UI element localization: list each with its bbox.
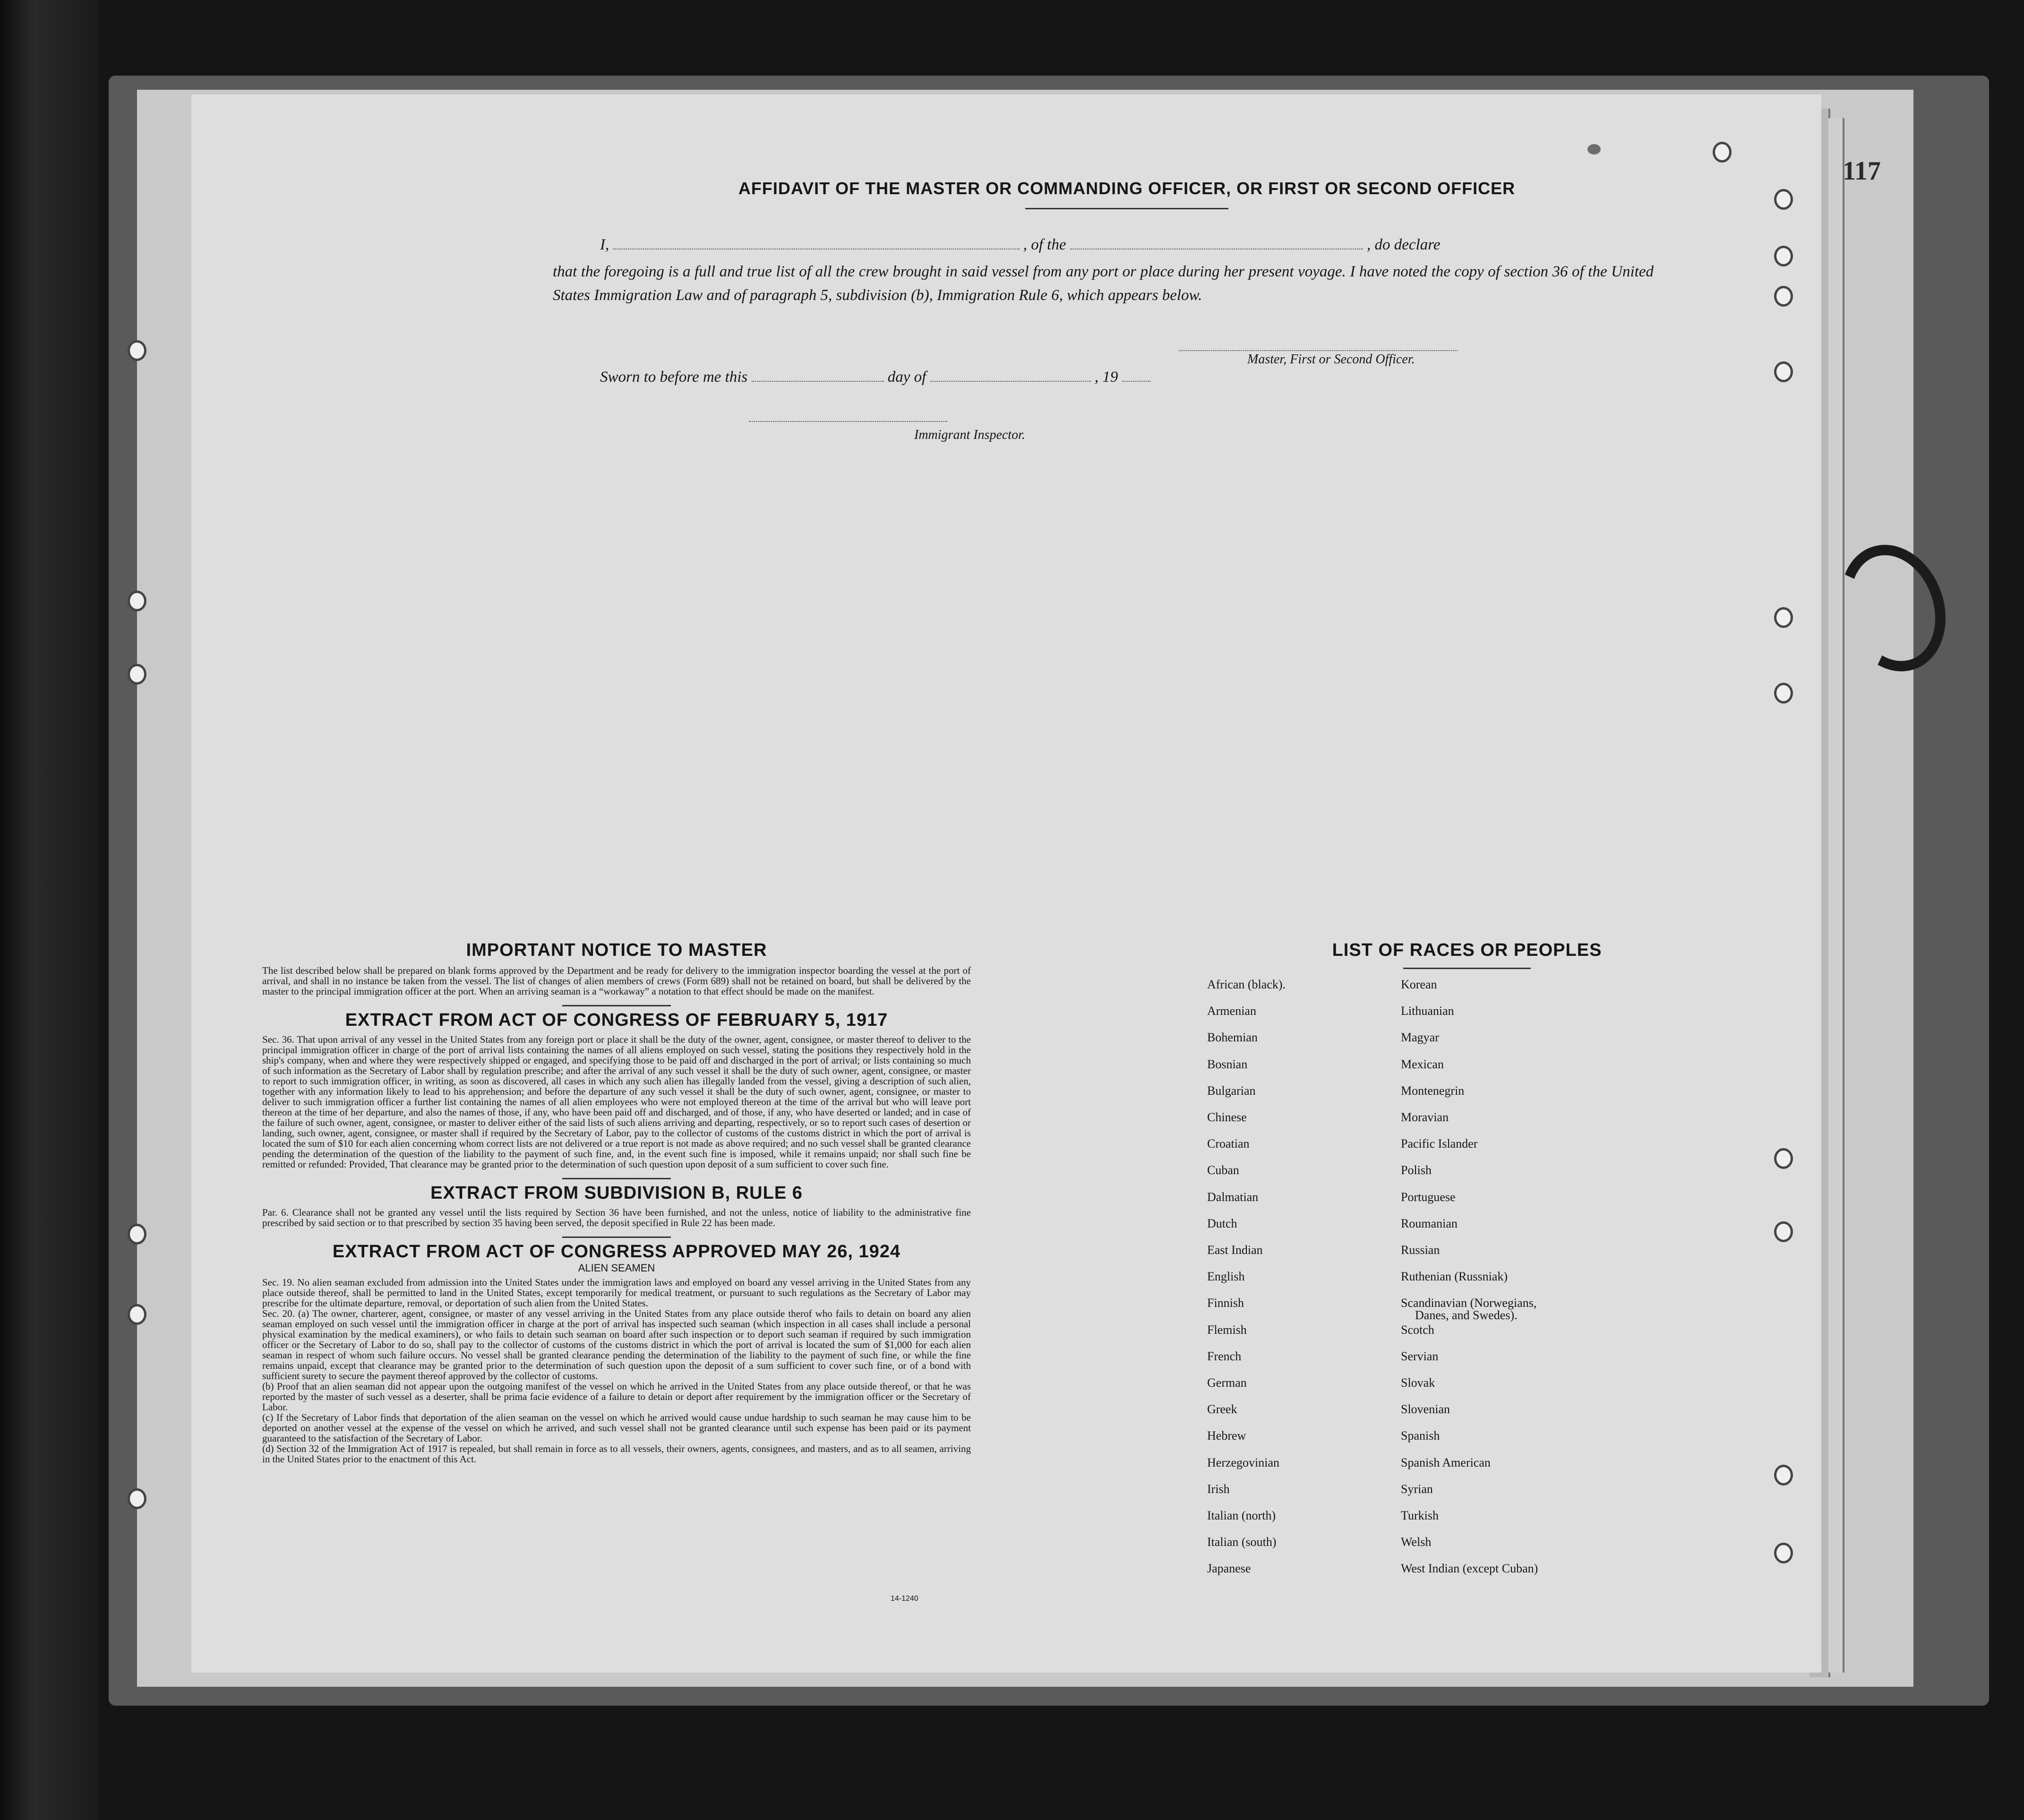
- race-item: African (black).: [1207, 978, 1286, 991]
- race-item: Montenegrin: [1401, 1083, 1465, 1098]
- race-item: Mexican: [1401, 1057, 1444, 1071]
- race-item: Armenian: [1207, 1004, 1256, 1018]
- race-item: Roumanian: [1401, 1216, 1458, 1230]
- master-signature: [1165, 350, 1458, 351]
- race-item: Servian: [1401, 1349, 1439, 1363]
- binder-hole: [128, 1224, 146, 1245]
- race-item: Greek: [1207, 1402, 1237, 1417]
- race-item: Bulgarian: [1207, 1083, 1256, 1098]
- extract-1924-title: EXTRACT FROM ACT OF CONGRESS APPROVED MAY 26, 1924: [332, 1242, 901, 1262]
- extract-1917-title: EXTRACT FROM ACT OF CONGRESS OF FEBRUARY 5, 1917: [345, 1010, 888, 1030]
- inspector-signature-blank[interactable]: [749, 421, 947, 422]
- race-item: Scotch: [1401, 1322, 1434, 1337]
- race-item: Slovak: [1401, 1376, 1435, 1390]
- race-item: Irish: [1207, 1482, 1230, 1496]
- race-item: Finnish: [1207, 1296, 1244, 1310]
- sworn-line: [600, 369, 1150, 386]
- extract-rule6-title: EXTRACT FROM SUBDIVISION B, RULE 6: [430, 1183, 803, 1203]
- binder-hole: [1774, 683, 1793, 704]
- sworn-day-blank[interactable]: [752, 380, 884, 382]
- do-declare-label: , do declare: [1366, 236, 1441, 253]
- race-item: Pacific Islander: [1401, 1137, 1478, 1151]
- inspector-label: Immigrant Inspector.: [914, 428, 1025, 442]
- race-item: Italian (south): [1207, 1535, 1277, 1549]
- extract-rule6-text: Par. 6. Clearance shall not be granted any vessel until the lists required by Section 36 have been furnished, and not the unless, notice of liability to the administrative fine prescribed by said section or to that prescribed by section 35 having been served, the deposit specified in Rule 22 has been made.: [262, 1207, 971, 1228]
- page-number: 117: [1843, 156, 1881, 186]
- master-signature-label: Master, First or Second Officer.: [1247, 352, 1415, 367]
- sworn-label: Sworn to before me this: [600, 369, 748, 386]
- title-rule: [1025, 208, 1228, 209]
- binder-hole: [1774, 1465, 1793, 1485]
- race-item-continuation: Danes, and Swedes).: [1415, 1308, 1518, 1322]
- races-title: LIST OF RACES OR PEOPLES: [1332, 940, 1602, 960]
- legal-notices: [262, 940, 971, 1464]
- race-item: Spanish: [1401, 1429, 1440, 1443]
- form-number: 14-1240: [891, 1595, 918, 1603]
- race-item: French: [1207, 1349, 1242, 1363]
- race-item: Flemish: [1207, 1322, 1247, 1337]
- binder-hole: [1774, 246, 1793, 266]
- race-item: Cuban: [1207, 1163, 1239, 1177]
- binder-hole: [128, 340, 146, 361]
- section-rule: [562, 1005, 671, 1006]
- declaration-text: that the foregoing is a full and true list of all the crew brought in said vessel from any port or place during her present voyage. I have noted the copy of section 36 of the United States Immigration Law and of paragraph 5, subdivision (b), Immigration Rule 6, which appears below.: [553, 263, 1654, 304]
- extract-1924-sec20c: (c) If the Secretary of Labor finds that deportation of the alien seaman on the vessel on which he arrived would cause undue hardship to such seaman he may cause him to be deported on another vessel at the expense of the vessel on which he arrived, and such vessel shall not be granted clearance until such expense has been paid or its payment guaranteed to the satisfaction of the Secretary of Labor.: [262, 1412, 971, 1444]
- race-item: Syrian: [1401, 1482, 1433, 1496]
- of-the-label: , of the: [1023, 236, 1066, 253]
- race-item: Moravian: [1401, 1110, 1449, 1124]
- race-item: Turkish: [1401, 1509, 1439, 1522]
- sworn-month-blank[interactable]: [930, 380, 1091, 382]
- extract-1924-sec20d: (d) Section 32 of the Immigration Act of 1917 is repealed, but shall remain in force as to all vessels, their owners, agents, consignees, and masters, and as to all seamen, arriving in the United States prior to the enactment of this Act.: [262, 1443, 971, 1465]
- race-item: Magyar: [1401, 1030, 1439, 1045]
- extract-1924-sec20a: Sec. 20. (a) The owner, charterer, agent, consignee, or master of any vessel arriving in the United States from any place outside therof who fails to detain on board any alien seaman employed on such vessel until the immigration officer in charge at the port of arrival has inspected such seaman (which inspection in all cases shall include a personal physical examination by the medical examiners), or who fails to detain such seaman on board after such inspection or to deport such seaman if required by such immigration officer or the Secretary of Labor to do so, shall pay to the collector of customs of the customs district in which the port of arrival is located the sum of $1,000 for each alien seaman in respect of whom such failure occurs. No vessel shall be granted clearance pending the determination of the liability to the payment of such fine, or while the fine remains unpaid, except that clearance may be granted prior to the determination of such question upon the deposit of a sum sufficient to cover such fine, or of a bond with sufficient surety to secure the payment thereof approved by the collector of customs.: [262, 1308, 971, 1382]
- binder-hole: [128, 1304, 146, 1325]
- race-item: Hebrew: [1207, 1429, 1246, 1443]
- race-item: Polish: [1401, 1163, 1432, 1177]
- race-item: Dalmatian: [1207, 1190, 1259, 1204]
- race-item: English: [1207, 1270, 1245, 1284]
- extract-1924-subtitle: ALIEN SEAMEN: [578, 1262, 655, 1274]
- notice-text: The list described below shall be prepared on blank forms approved by the Department and be ready for delivery to the immigration inspector boarding the vessel at the port of arrival, and shall in no instance be taken from the vessel. The list of changes of alien members of crews (Form 689) shall not be retained on board, but shall be delivered by the master to the principal immigration officer at the port. When an arriving seaman is a “workaway” a notation to that effect should be made on the manifest.: [262, 965, 971, 997]
- binder-hole: [128, 591, 146, 611]
- binder-hole: [1774, 1543, 1793, 1563]
- race-item: Lithuanian: [1401, 1004, 1454, 1018]
- section-rule: [562, 1236, 671, 1238]
- race-item: Korean: [1401, 978, 1437, 991]
- extract-1924-sec19: Sec. 19. No alien seaman excluded from admission into the United States under the immigration laws and employed on board any vessel arriving in the United States from any place outside thereof, shall be permitted to land in the United States, except temporarily for medical treatment, or pursuant to such regulations as the Secretary of Labor may prescribe for the ultimate departure, removal, or deportation of such alien from the United States.: [262, 1277, 971, 1309]
- binder-hole: [128, 664, 146, 685]
- binder-hole: [1774, 361, 1793, 382]
- binder-edge: [0, 0, 99, 1820]
- race-item: Croatian: [1207, 1137, 1250, 1151]
- sworn-year-blank[interactable]: [1122, 380, 1150, 382]
- extract-1917-text: Sec. 36. That upon arrival of any vessel in the United States from any foreign port or place it shall be the duty of the owner, agent, consignee, or master thereof to deliver to the principal immigration officer in charge of the port of arrival lists containing the names of all aliens employed on such vessel, stating the positions they respectively hold in the ship's company, when and where they were respectively shipped or engaged, and specifying those to be paid off and discharged in the port of arrival; or lists containing so much of such information as the Secretary of Labor shall by regulation prescribe; and after the arrival of any such vessel it shall be the duty of such owner, agent, consignee, or master to report to such immigration officer, in writing, as soon as discovered, all cases in which any such alien has illegally landed from the vessel, giving a description of such alien, together with any information likely to lead to his apprehension; and before the departure of any such vessel it shall be the duty of such owner, agent, consignee, or master to deliver to such immigration officer a further list containing the names of all alien employees who were not employed thereon at the time of the arrival but who will leave port thereon at the time of her departure, and also the names of those, if any, who have been paid off and discharged, and of those, if any, who have deserted or landed; and in case of the failure of such owner, agent, consignee, or master to deliver either of the said lists of such aliens arriving and departing, respectively, or so to report such cases of desertion or landing, such owner, agent, consignee, or master shall if required by the Secretary of Labor, pay to the collector of customs of the customs district in which the port of arrival is located the sum of $10 for each alien concerning whom correct lists are not delivered or a true report is not made as above required; and no such vessel shall be granted clearance pending the determination of the question of the liability to the payment of such fine, and, in the event such fine is imposed, while it remains unpaid; nor shall such fine be remitted or refunded: Provided, That clearance may be granted prior to the determination of such question upon deposit of a sum sufficient to cover such fine.: [262, 1034, 971, 1170]
- name-blank[interactable]: [613, 248, 1020, 249]
- master-signature-blank[interactable]: [1179, 350, 1458, 351]
- binder-hole: [1774, 1221, 1793, 1242]
- race-item: German: [1207, 1376, 1247, 1390]
- race-item: Slovenian: [1401, 1402, 1450, 1417]
- race-item: Portuguese: [1401, 1190, 1456, 1204]
- race-item: Russian: [1401, 1243, 1440, 1257]
- binder-hole: [1713, 142, 1732, 163]
- race-item: Ruthenian (Russniak): [1401, 1270, 1508, 1284]
- notice-title: IMPORTANT NOTICE TO MASTER: [466, 940, 767, 960]
- section-rule: [562, 1178, 671, 1179]
- race-item: Japanese: [1207, 1562, 1251, 1576]
- form-page: [191, 94, 1821, 1673]
- race-item: Welsh: [1401, 1535, 1432, 1549]
- vessel-blank[interactable]: [1070, 248, 1363, 249]
- race-item: Herzegovinian: [1207, 1455, 1280, 1469]
- binder-hole: [1774, 286, 1793, 307]
- race-item: East Indian: [1207, 1243, 1263, 1257]
- race-item: West Indian (except Cuban): [1401, 1562, 1538, 1576]
- binder-hole: [1774, 607, 1793, 628]
- race-item: Dutch: [1207, 1216, 1237, 1230]
- i-label: I,: [600, 236, 609, 253]
- binder-hole: [1774, 189, 1793, 210]
- page-edge: [1828, 118, 1844, 1673]
- race-item: Italian (north): [1207, 1509, 1276, 1522]
- races-list: [1207, 940, 1727, 1576]
- affidavit-title: AFFIDAVIT OF THE MASTER OR COMMANDING OFFICER, OR FIRST OR SECOND OFFICER: [738, 179, 1516, 198]
- extract-1924-sec20b: (b) Proof that an alien seaman did not appear upon the outgoing manifest of the vessel on which he arrived in the United States from any place outside thereof, or that he was reported by the master of such vessel as a deserter, shall be prima facie evidence of a failure to detain or deport after requirement by the immigration officer or the Secretary of Labor.: [262, 1381, 971, 1413]
- race-item: Spanish American: [1401, 1455, 1491, 1469]
- race-item: Bohemian: [1207, 1030, 1258, 1045]
- inspector-signature: [749, 421, 947, 422]
- race-item: Scandinavian (Norwegians,: [1401, 1296, 1537, 1310]
- declaration-line-1: [600, 236, 1440, 254]
- races-rule: [1403, 968, 1531, 969]
- ink-mark: [1587, 144, 1601, 155]
- race-item: Chinese: [1207, 1110, 1247, 1124]
- race-item: Bosnian: [1207, 1057, 1248, 1071]
- binder-hole: [128, 1488, 146, 1509]
- binder-hole: [1774, 1148, 1793, 1169]
- year-label: , 19: [1094, 369, 1118, 386]
- day-of-label: day of: [887, 369, 926, 386]
